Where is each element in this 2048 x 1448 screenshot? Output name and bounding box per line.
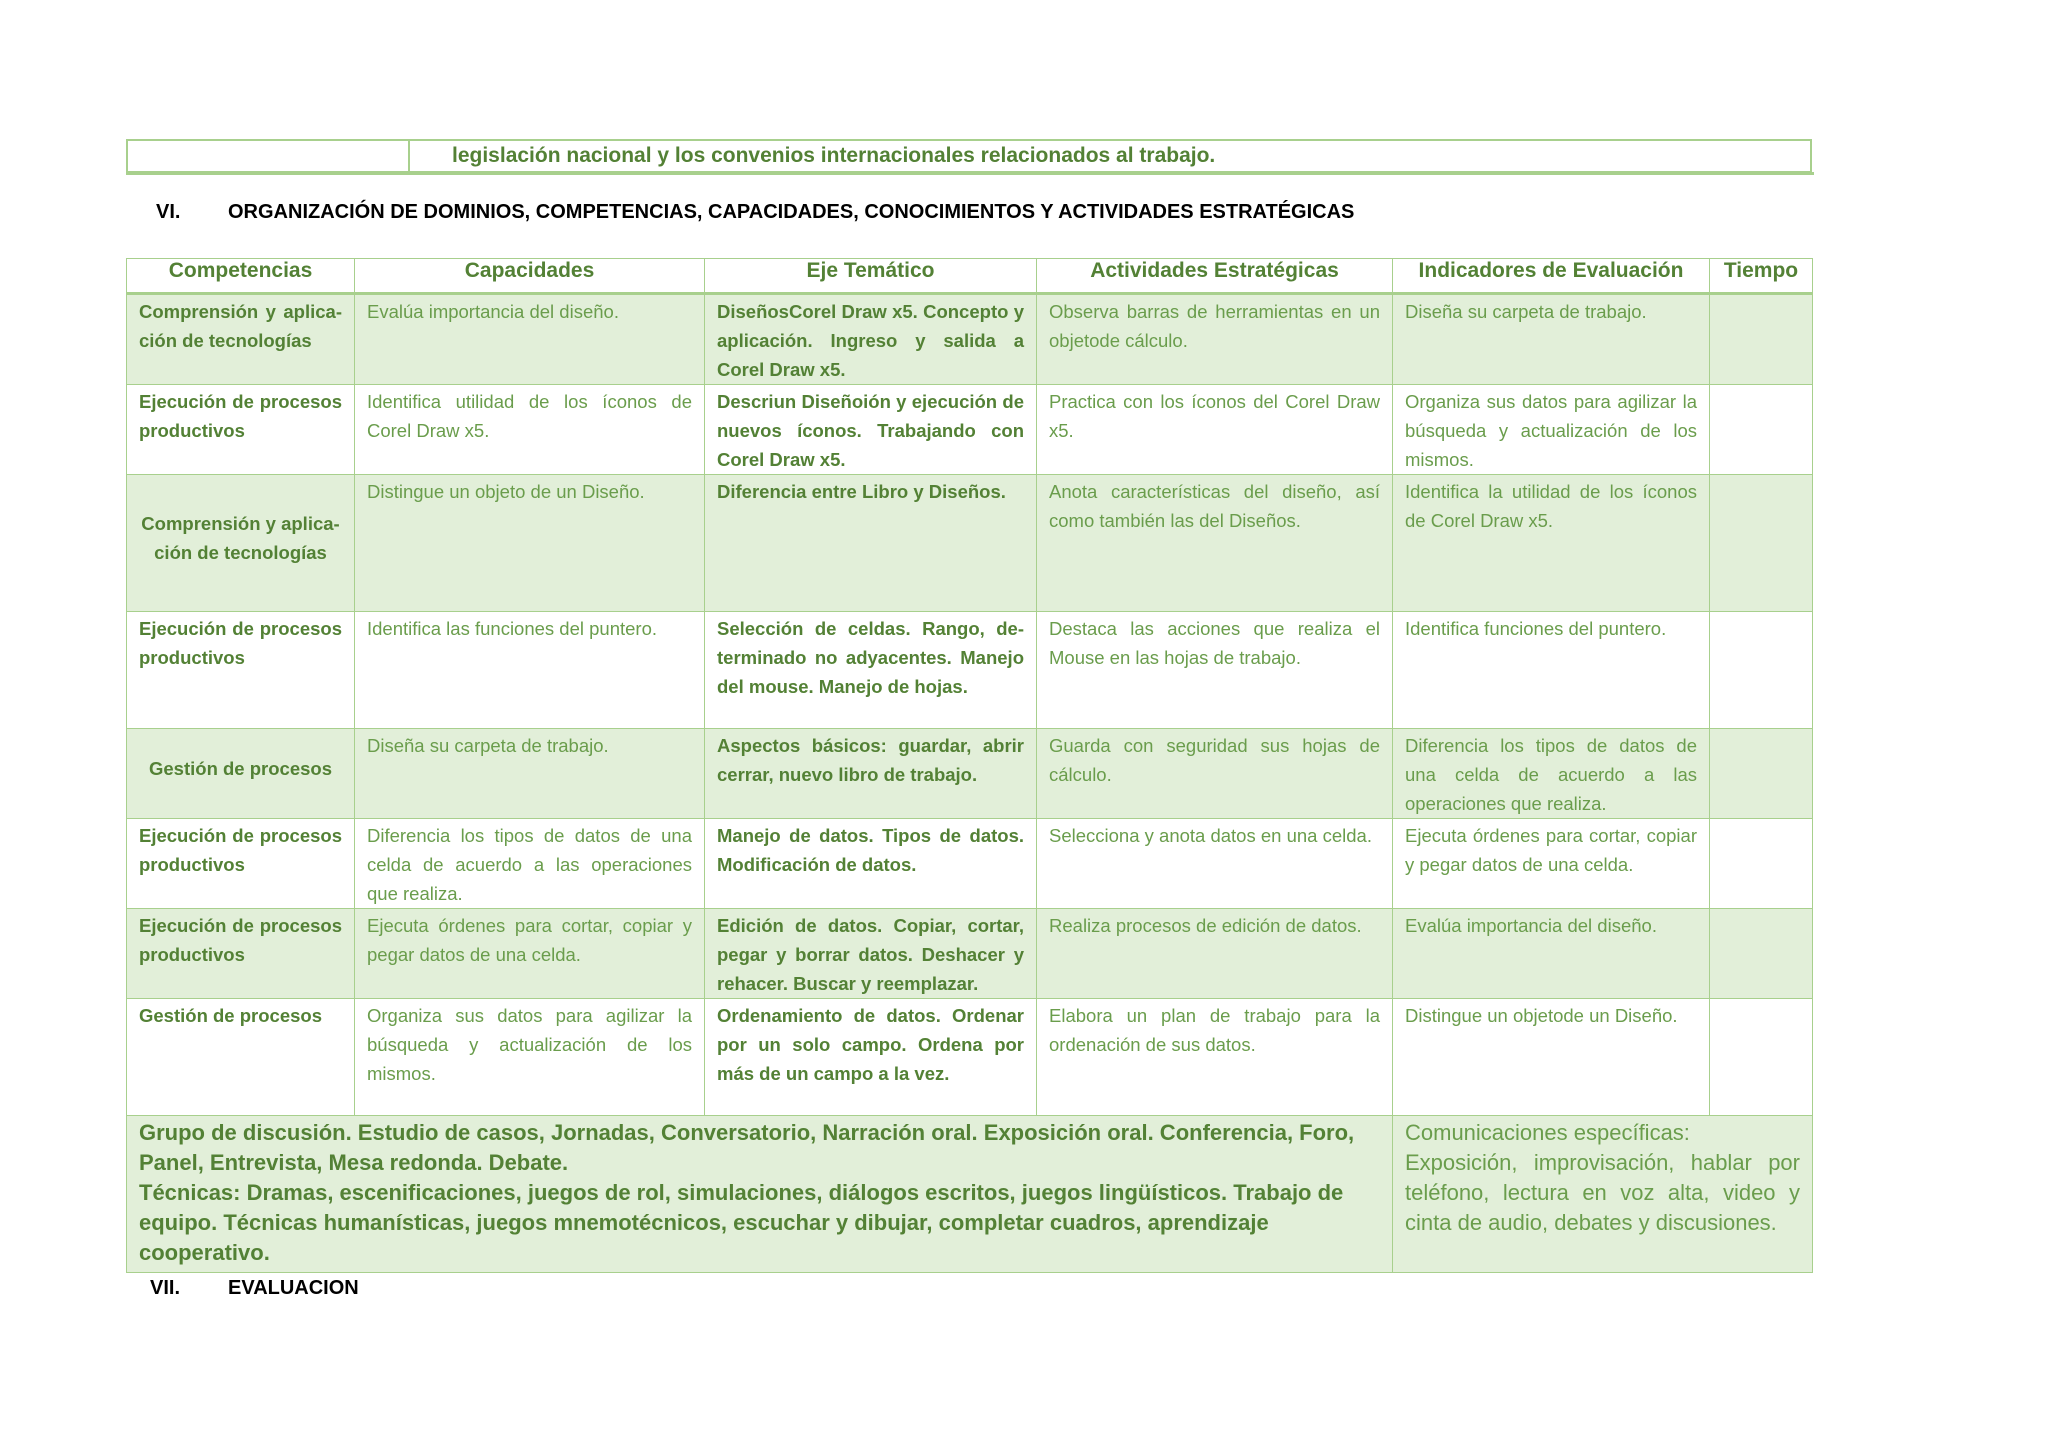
communications-title: Comunicaciones específicas: — [1405, 1120, 1690, 1145]
cell-eje: Diferencia entre Libro y Diseños. — [705, 475, 1037, 612]
cell-indicador: Distingue un objetode un Diseño. — [1393, 999, 1710, 1116]
header-capacidades: Capacidades — [355, 259, 705, 294]
cell-indicador: Identifica funciones del puntero. — [1393, 612, 1710, 729]
section-heading-vi — [156, 201, 1354, 224]
communications-text: Exposición, improvisación, hablar por teléfono, lectura en voz alta, video y cinta de audio, debates y discusiones. — [1405, 1150, 1800, 1235]
cell-actividad: Observa barras de herramientas en un objetode cálculo. — [1037, 294, 1393, 385]
cell-capacidad: Evalúa importancia del diseño. — [355, 294, 705, 385]
section-title: EVALUACION — [228, 1277, 359, 1299]
table-row — [127, 475, 1813, 612]
cell-tiempo — [1710, 729, 1813, 819]
cell-actividad: Practica con los íconos del Corel Draw x5. — [1037, 385, 1393, 475]
table-row — [127, 294, 1813, 385]
cell-eje: Manejo de datos. Tipos de datos. Modificación de datos. — [705, 819, 1037, 909]
methods-line: Grupo de discusión. Estudio de casos, Jornadas, Conversatorio, Narración oral. Exposición oral. Conferencia, Foro, Panel, Entrevista, Mesa redonda. Debate. — [139, 1120, 1355, 1175]
section-number: VII. — [150, 1277, 181, 1299]
table-row — [127, 385, 1813, 475]
competencies-table — [126, 258, 1813, 1273]
cell-capacidad: Organiza sus datos para agilizar la búsqueda y actualización de los mismos. — [355, 999, 705, 1116]
cell-actividad: Elabora un plan de trabajo para la ordenación de sus datos. — [1037, 999, 1393, 1116]
table-divider — [126, 172, 1814, 175]
cell-eje: DiseñosCorel Draw x5. Concepto y aplicación. Ingreso y salida a Corel Draw x5. — [705, 294, 1037, 385]
cell-tiempo — [1710, 612, 1813, 729]
header-eje-tematico: Eje Temático — [705, 259, 1037, 294]
legislation-text: legislación nacional y los convenios internacionales relacionados al trabajo. — [409, 140, 1811, 172]
cell-capacidad: Diseña su carpeta de trabajo. — [355, 729, 705, 819]
cell-tiempo — [1710, 385, 1813, 475]
cell-capacidad: Diferencia los tipos de datos de una celda de acuerdo a las operaciones que realiza. — [355, 819, 705, 909]
cell-actividad: Guarda con seguridad sus hojas de cálculo. — [1037, 729, 1393, 819]
cell-indicador: Diferencia los tipos de datos de una celda de acuerdo a las operaciones que realiza. — [1393, 729, 1710, 819]
section-number: VI. — [156, 201, 181, 223]
cell-eje: Selección de celdas. Rango, de-terminado no adyacentes. Manejo del mouse. Manejo de hojas. — [705, 612, 1037, 729]
cell-competencia: Ejecución de procesos productivos — [127, 612, 355, 729]
previous-table-fragment — [126, 139, 1812, 173]
cell-capacidad: Ejecuta órdenes para cortar, copiar y pegar datos de una celda. — [355, 909, 705, 999]
cell-actividad: Selecciona y anota datos en una celda. — [1037, 819, 1393, 909]
table-row — [127, 819, 1813, 909]
cell-competencia: Gestión de procesos — [127, 999, 355, 1116]
cell-indicador: Ejecuta órdenes para cortar, copiar y pegar datos de una celda. — [1393, 819, 1710, 909]
cell-eje: Aspectos básicos: guardar, abrir cerrar, nuevo libro de trabajo. — [705, 729, 1037, 819]
cell-competencia: Comprensión y aplica-ción de tecnologías — [127, 294, 355, 385]
section-title: ORGANIZACIÓN DE DOMINIOS, COMPETENCIAS, CAPACIDADES, CONOCIMIENTOS Y ACTIVIDADES ESTRATÉGICAS — [228, 201, 1355, 223]
cell-capacidad: Identifica las funciones del puntero. — [355, 612, 705, 729]
cell-indicador: Evalúa importancia del diseño. — [1393, 909, 1710, 999]
cell-competencia: Ejecución de procesos productivos — [127, 385, 355, 475]
cell-tiempo — [1710, 294, 1813, 385]
cell-actividad: Realiza procesos de edición de datos. — [1037, 909, 1393, 999]
header-indicadores: Indicadores de Evaluación — [1393, 259, 1710, 294]
cell-indicador: Organiza sus datos para agilizar la búsqueda y actualización de los mismos. — [1393, 385, 1710, 475]
table-row — [127, 612, 1813, 729]
cell-capacidad: Identifica utilidad de los íconos de Corel Draw x5. — [355, 385, 705, 475]
empty-cell — [127, 140, 409, 172]
cell-tiempo — [1710, 475, 1813, 612]
cell-tiempo — [1710, 909, 1813, 999]
cell-indicador: Identifica la utilidad de los íconos de Corel Draw x5. — [1393, 475, 1710, 612]
cell-tiempo — [1710, 819, 1813, 909]
techniques-line: Técnicas: Dramas, escenificaciones, juegos de rol, simulaciones, diálogos escritos, juegos lingüísticos. Trabajo de equipo. Técnicas humanísticas, juegos mnemotécnicos, escuchar y dibujar, completar cuadros, aprendizaje cooperativo. — [139, 1180, 1344, 1265]
cell-actividad: Anota características del diseño, así como también las del Diseños. — [1037, 475, 1393, 612]
cell-tiempo — [1710, 999, 1813, 1116]
cell-actividad: Destaca las acciones que realiza el Mouse en las hojas de trabajo. — [1037, 612, 1393, 729]
table-row — [127, 140, 1811, 172]
communications-cell — [1393, 1116, 1813, 1273]
header-actividades: Actividades Estratégicas — [1037, 259, 1393, 294]
table-footer-row — [127, 1116, 1813, 1273]
cell-competencia: Comprensión y aplica-ción de tecnologías — [127, 475, 355, 612]
cell-eje: Edición de datos. Copiar, cortar, pegar y borrar datos. Deshacer y rehacer. Buscar y reemplazar. — [705, 909, 1037, 999]
table-header-row — [127, 259, 1813, 294]
table-row — [127, 729, 1813, 819]
cell-competencia: Ejecución de procesos productivos — [127, 819, 355, 909]
cell-competencia: Gestión de procesos — [127, 729, 355, 819]
section-heading-vii — [150, 1277, 359, 1300]
cell-capacidad: Distingue un objeto de un Diseño. — [355, 475, 705, 612]
cell-eje: Ordenamiento de datos. Ordenar por un solo campo. Ordena por más de un campo a la vez. — [705, 999, 1037, 1116]
methods-cell — [127, 1116, 1393, 1273]
table-row — [127, 909, 1813, 999]
cell-competencia: Ejecución de procesos productivos — [127, 909, 355, 999]
cell-indicador: Diseña su carpeta de trabajo. — [1393, 294, 1710, 385]
table-row — [127, 999, 1813, 1116]
header-competencias: Competencias — [127, 259, 355, 294]
header-tiempo: Tiempo — [1710, 259, 1813, 294]
cell-eje: Descriun Diseñoión y ejecución de nuevos íconos. Trabajando con Corel Draw x5. — [705, 385, 1037, 475]
